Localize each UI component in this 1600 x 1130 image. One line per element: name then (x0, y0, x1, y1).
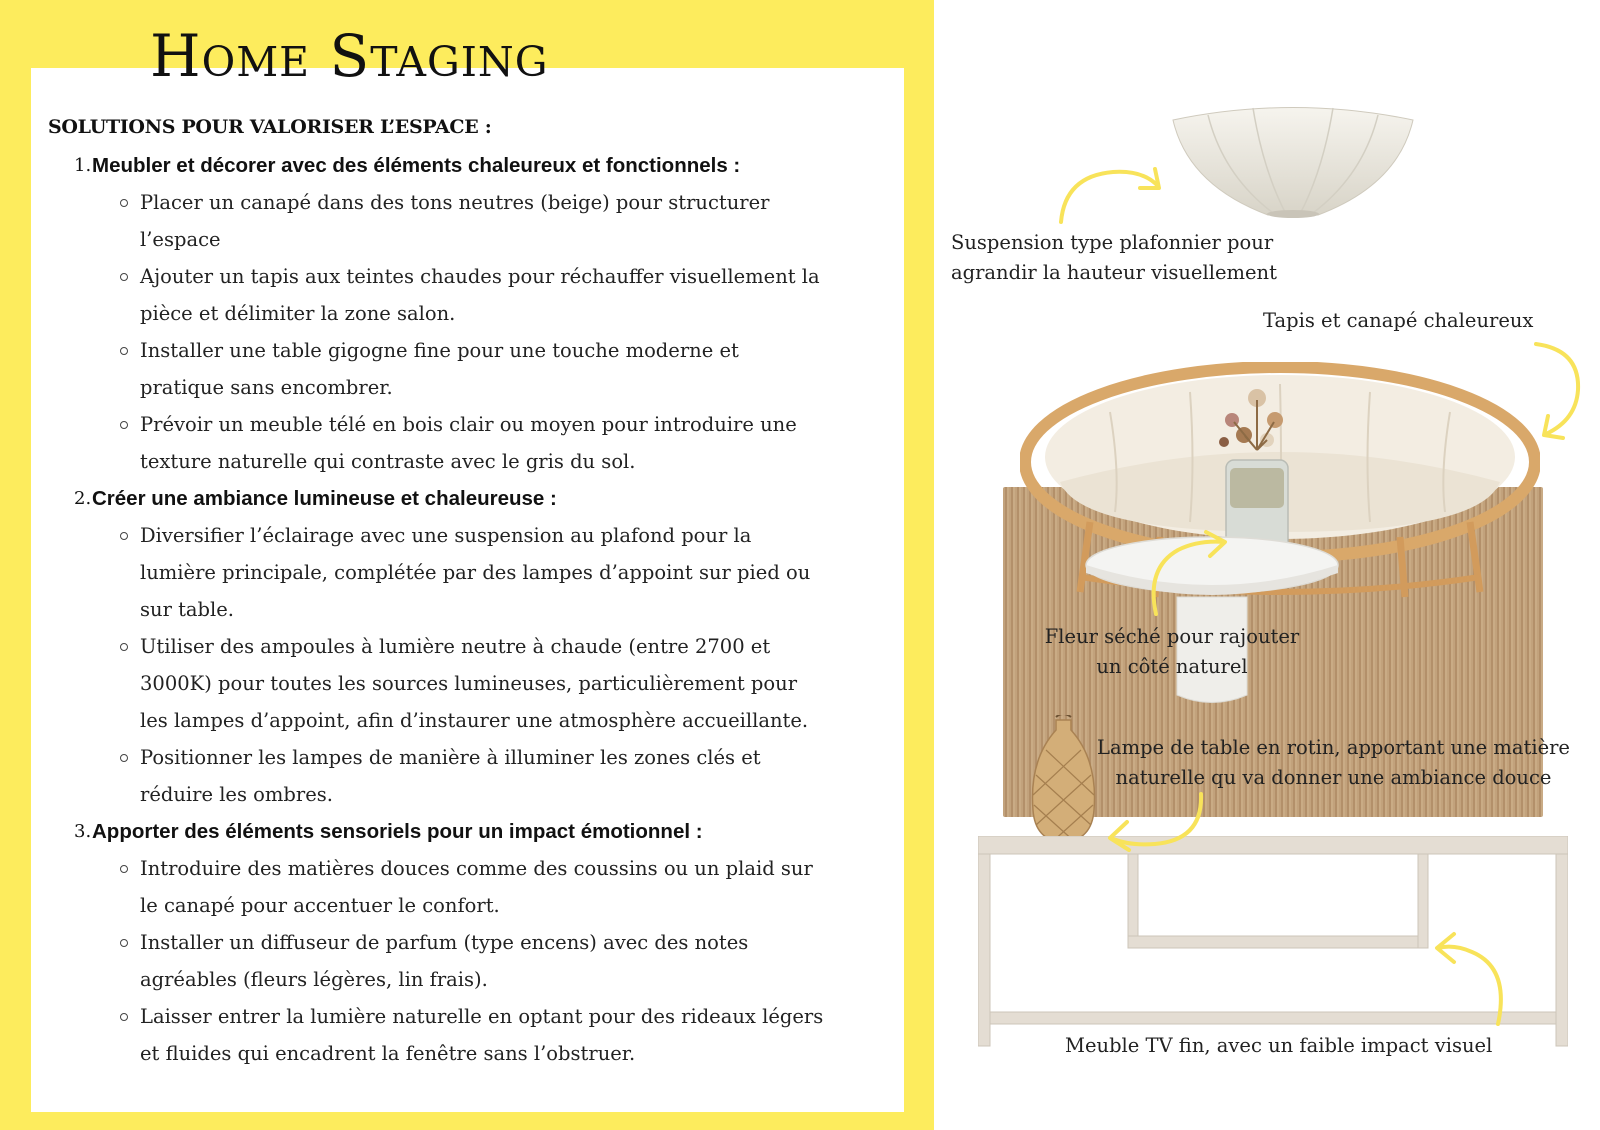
bullet-circle-icon (120, 273, 128, 281)
list-item (70, 517, 880, 628)
rattan-lamp-image (1026, 715, 1101, 850)
bullet-circle-icon (120, 643, 128, 651)
section-heading (70, 147, 890, 184)
list-item (70, 184, 880, 258)
list-item-line: texture naturelle qui contraste avec le gris du sol. (140, 450, 636, 473)
list-item (70, 924, 880, 998)
annotation-tapis: Tapis et canapé chaleureux (1263, 309, 1534, 332)
bullet-circle-icon (120, 754, 128, 762)
arrow-tapis-icon (1532, 338, 1592, 443)
list-item (70, 332, 880, 406)
section-number: 1. (74, 155, 92, 176)
section-number: 3. (74, 821, 92, 842)
list-item-line: l’espace (140, 228, 221, 251)
bullet-circle-icon (120, 939, 128, 947)
list-item-line: Placer un canapé dans des tons neutres (beige) pour structurer (140, 191, 770, 214)
list-item-line: Installer une table gigogne fine pour une touche moderne et (140, 339, 739, 362)
section-heading-text: Meubler et décorer avec des éléments chaleureux et fonctionnels : (92, 154, 741, 177)
list-item-line: Positionner les lampes de manière à illuminer les zones clés et (140, 746, 761, 769)
annotation-suspension: Suspension type plafonnier pour agrandir la hauteur visuellement (951, 231, 1277, 284)
list-item-line: Installer un diffuseur de parfum (type encens) avec des notes (140, 931, 749, 954)
arrow-fleur-icon (1148, 528, 1233, 618)
bullet-circle-icon (120, 347, 128, 355)
list-item (70, 998, 880, 1072)
list-item-line: Introduire des matières douces comme des coussins ou un plaid sur (140, 857, 813, 880)
arrow-lampe-icon (1105, 790, 1205, 860)
page-title: Home Staging (150, 22, 549, 90)
bullet-circle-icon (120, 199, 128, 207)
annotation-meuble: Meuble TV fin, avec un faible impact visuel (1065, 1034, 1493, 1057)
bullet-circle-icon (120, 421, 128, 429)
list-item (70, 406, 880, 480)
list-item-line: Diversifier l’éclairage avec une suspension au plafond pour la (140, 524, 752, 547)
list-item-line: Ajouter un tapis aux teintes chaudes pour réchauffer visuellement la (140, 265, 820, 288)
bullet-circle-icon (120, 865, 128, 873)
list-item-line: Prévoir un meuble télé en bois clair ou moyen pour introduire une (140, 413, 797, 436)
list-item (70, 258, 880, 332)
arrow-meuble-icon (1432, 934, 1512, 1029)
list-item (70, 739, 880, 813)
list-item-line: sur table. (140, 598, 235, 621)
section-heading (70, 480, 890, 517)
list-item-line: agréables (fleurs légères, lin frais). (140, 968, 488, 991)
annotation-lampe: Lampe de table en rotin, apportant une matière naturelle qu va donner une ambiance douce (1097, 736, 1570, 789)
list-item-line: et fluides qui encadrent la fenêtre sans l’obstruer. (140, 1042, 636, 1065)
section-subtitle: SOLUTIONS POUR VALORISER L’ESPACE : (48, 116, 492, 138)
list-item (70, 628, 880, 739)
arrow-suspension-icon (1055, 158, 1165, 228)
list-item-line: réduire les ombres. (140, 783, 333, 806)
list-item-line: Laisser entrer la lumière naturelle en optant pour des rideaux légers (140, 1005, 824, 1028)
ceiling-light-image (1168, 100, 1418, 230)
bullet-circle-icon (120, 1013, 128, 1021)
section-number: 2. (74, 488, 92, 509)
bullet-circle-icon (120, 532, 128, 540)
list-item-line: Utiliser des ampoules à lumière neutre à chaude (entre 2700 et (140, 635, 771, 658)
solutions-list (70, 147, 890, 1072)
annotation-fleur: Fleur séché pour rajouter un côté naturel (1044, 625, 1300, 678)
section-heading-text: Apporter des éléments sensoriels pour un impact émotionnel : (92, 820, 703, 843)
section-heading-text: Créer une ambiance lumineuse et chaleureuse : (92, 487, 557, 510)
list-item-line: les lampes d’appoint, afin d’instaurer une atmosphère accueillante. (140, 709, 809, 732)
list-item-line: pratique sans encombrer. (140, 376, 393, 399)
list-item (70, 850, 880, 924)
list-item-line: lumière principale, complétée par des lampes d’appoint sur pied ou (140, 561, 811, 584)
list-item-line: pièce et délimiter la zone salon. (140, 302, 456, 325)
section-heading (70, 813, 890, 850)
list-item-line: le canapé pour accentuer le confort. (140, 894, 500, 917)
list-item-line: 3000K) pour toutes les sources lumineuses, particulièrement pour (140, 672, 798, 695)
